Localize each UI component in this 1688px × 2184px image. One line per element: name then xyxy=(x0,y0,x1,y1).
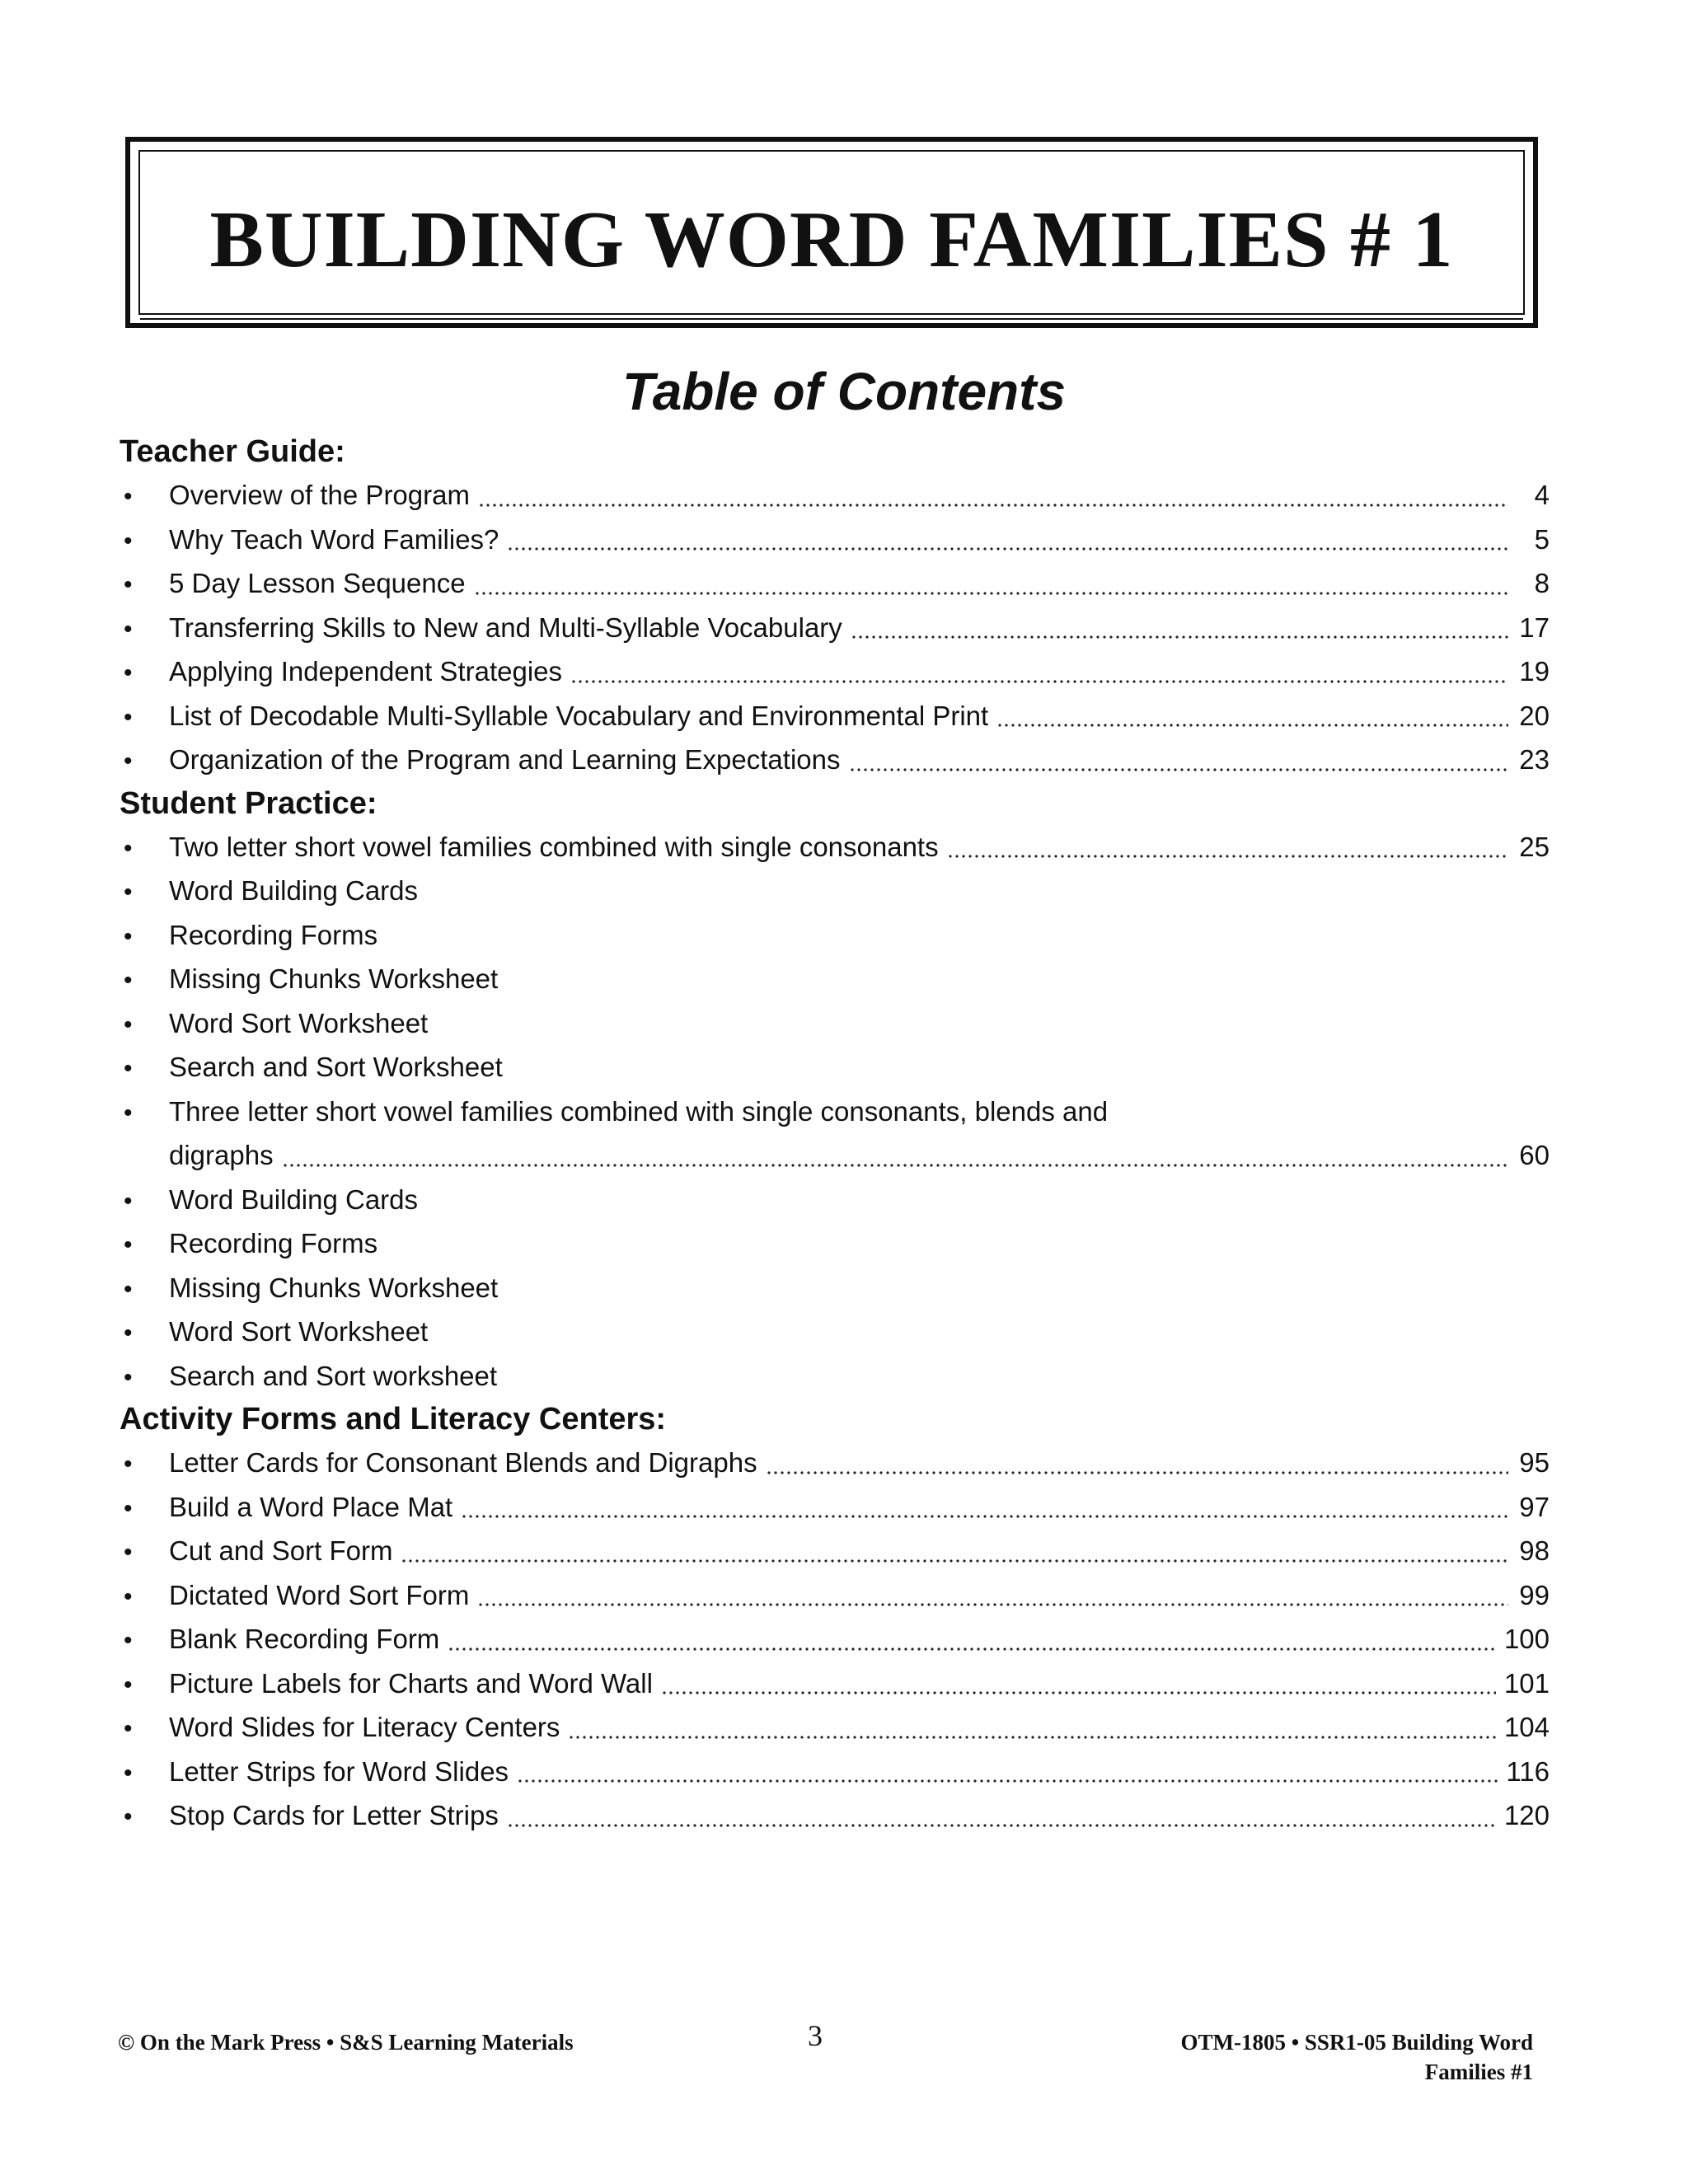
toc-entry-label: Blank Recording Form xyxy=(169,1624,440,1654)
dot-leader xyxy=(996,722,1508,729)
bullet-icon: • xyxy=(124,1627,133,1654)
toc-entry-page: 23 xyxy=(1519,744,1550,775)
toc-entry-page: 4 xyxy=(1534,480,1550,510)
bullet-icon: • xyxy=(124,659,133,687)
dot-leader xyxy=(517,1778,1498,1784)
toc-entry-label: Word Sort Worksheet xyxy=(169,1007,429,1038)
bullet-icon: • xyxy=(124,1363,133,1391)
toc-entry-page: 104 xyxy=(1503,1712,1550,1742)
toc-entry-label: List of Decodable Multi-Syllable Vocabulary and Environmental Print xyxy=(169,700,989,731)
toc-entry xyxy=(120,1045,1550,1090)
toc-entry-page: 60 xyxy=(1519,1140,1550,1170)
toc-entry xyxy=(120,738,1550,782)
dot-leader xyxy=(507,1822,1496,1829)
footer-page-number: 3 xyxy=(808,2019,823,2052)
toc-entry xyxy=(120,1617,1550,1661)
toc-entry-page: 99 xyxy=(1519,1579,1550,1610)
bullet-icon: • xyxy=(124,527,133,555)
footer-product-code xyxy=(1180,2027,1533,2087)
footer-copyright: © On the Mark Press • S&S Learning Materials xyxy=(118,2030,574,2055)
toc-entry-label: Missing Chunks Worksheet xyxy=(169,963,499,994)
dot-leader xyxy=(661,1690,1496,1696)
page-title: BUILDING WORD FAMILIES # 1 xyxy=(209,195,1454,284)
section-heading: Student Practice: xyxy=(120,785,377,821)
toc-entry xyxy=(120,561,1550,606)
toc-entry xyxy=(120,913,1550,958)
bullet-icon: • xyxy=(124,1803,133,1830)
toc-entry-label: 5 Day Lesson Sequence xyxy=(169,568,466,598)
dot-leader xyxy=(849,766,1509,773)
bullet-icon: • xyxy=(124,1715,133,1742)
toc-entry-page: 8 xyxy=(1534,568,1550,598)
toc-entry-label: Stop Cards for Letter Strips xyxy=(169,1800,499,1830)
toc-entry-label: Recording Forms xyxy=(169,919,378,950)
toc-entry xyxy=(120,694,1550,738)
bullet-icon: • xyxy=(124,703,133,731)
bullet-icon: • xyxy=(124,483,133,510)
toc-entry xyxy=(120,1001,1550,1046)
footer-product-line1: OTM-1805 • SSR1-05 Building Word xyxy=(1180,2030,1533,2055)
bullet-icon: • xyxy=(124,1451,133,1478)
bullet-icon: • xyxy=(124,1055,133,1082)
toc-entry-label: Search and Sort worksheet xyxy=(169,1360,498,1391)
toc-entry xyxy=(120,1354,1550,1399)
toc-entry-label: Why Teach Word Families? xyxy=(169,523,499,555)
toc-entry-label: Picture Labels for Charts and Word Wall xyxy=(169,1667,653,1699)
toc-entry xyxy=(120,1529,1550,1573)
toc-entry-page: 20 xyxy=(1519,700,1550,731)
toc-entry-page: 120 xyxy=(1503,1800,1550,1830)
toc-entry-label: Transferring Skills to New and Multi-Syllable Vocabulary xyxy=(169,612,842,643)
toc-entry-line xyxy=(120,1133,1550,1178)
toc-entry-label: Organization of the Program and Learning Expectations xyxy=(169,744,841,775)
toc-entry-label: Word Slides for Literacy Centers xyxy=(169,1712,560,1742)
bullet-icon: • xyxy=(124,571,133,598)
bullet-icon: • xyxy=(124,834,133,862)
toc-entry xyxy=(120,1178,1550,1222)
dot-leader xyxy=(568,1734,1496,1741)
dot-leader xyxy=(401,1558,1508,1564)
toc-entry xyxy=(120,1090,1550,1178)
bullet-icon: • xyxy=(124,1582,133,1610)
bullet-icon: • xyxy=(124,922,133,950)
toc-entry-label: Letter Cards for Consonant Blends and Digraphs xyxy=(169,1447,757,1478)
toc-entry xyxy=(120,518,1550,562)
dot-leader xyxy=(851,634,1508,640)
bullet-icon: • xyxy=(124,1099,133,1127)
toc-entry-page: 100 xyxy=(1503,1624,1550,1654)
toc-entry-label: Applying Independent Strategies xyxy=(169,656,563,687)
toc-entry-page: 25 xyxy=(1519,831,1550,862)
bullet-icon: • xyxy=(124,1494,133,1522)
toc-entry xyxy=(120,1221,1550,1266)
toc-entry-label: Word Building Cards xyxy=(169,875,419,906)
dot-leader xyxy=(461,1513,1508,1520)
bullet-icon: • xyxy=(124,1275,133,1303)
toc-entry xyxy=(120,1310,1550,1354)
toc-entry-label: Two letter short vowel families combined with single consonants xyxy=(169,831,939,862)
toc-entry-label: Search and Sort Worksheet xyxy=(169,1052,503,1082)
dot-leader xyxy=(947,853,1508,860)
toc-entry-label: Build a Word Place Mat xyxy=(169,1491,453,1522)
bullet-icon: • xyxy=(124,1539,133,1566)
toc-entry-line xyxy=(120,1090,1550,1134)
table-of-contents xyxy=(120,430,1550,1838)
bullet-icon: • xyxy=(124,1010,133,1038)
dot-leader xyxy=(448,1646,1496,1652)
bullet-icon: • xyxy=(124,1671,133,1699)
toc-entry-label-continued: digraphs xyxy=(169,1140,274,1170)
dot-leader xyxy=(507,546,1508,552)
toc-entry-page: 116 xyxy=(1506,1755,1550,1787)
bullet-icon: • xyxy=(124,879,133,906)
bullet-icon: • xyxy=(124,967,133,994)
toc-entry-label: Dictated Word Sort Form xyxy=(169,1579,470,1610)
toc-entry xyxy=(120,1266,1550,1310)
toc-entry-page: 5 xyxy=(1534,523,1550,555)
toc-entry-label: Three letter short vowel families combined with single consonants, blends and xyxy=(169,1095,1109,1127)
toc-entry-page: 98 xyxy=(1519,1535,1550,1566)
toc-entry-label: Missing Chunks Worksheet xyxy=(169,1272,499,1303)
toc-entry-label: Cut and Sort Form xyxy=(169,1535,393,1566)
toc-entry-page: 101 xyxy=(1503,1667,1550,1699)
toc-entry xyxy=(120,825,1550,869)
toc-title: Table of Contents xyxy=(621,362,1067,421)
toc-entry-label: Overview of the Program xyxy=(169,480,470,510)
dot-leader xyxy=(282,1162,1508,1169)
bullet-icon: • xyxy=(124,615,133,643)
toc-entry-label: Word Building Cards xyxy=(169,1183,419,1215)
toc-entry-page: 17 xyxy=(1519,612,1550,643)
toc-entry xyxy=(120,1441,1550,1485)
bullet-icon: • xyxy=(124,1231,133,1258)
toc-entry xyxy=(120,869,1550,913)
toc-entry xyxy=(120,957,1550,1001)
title-box xyxy=(125,137,1538,328)
section-heading: Teacher Guide: xyxy=(120,434,345,469)
toc-entry xyxy=(120,1705,1550,1750)
toc-entry xyxy=(120,1661,1550,1706)
dot-leader xyxy=(478,502,1508,509)
bullet-icon: • xyxy=(124,1319,133,1347)
toc-entry-label: Word Sort Worksheet xyxy=(169,1316,429,1347)
toc-entry xyxy=(120,1793,1550,1838)
toc-entry xyxy=(120,1485,1550,1530)
bullet-icon: • xyxy=(124,1187,133,1215)
toc-entry-page: 97 xyxy=(1519,1491,1550,1522)
bullet-icon: • xyxy=(124,748,133,775)
dot-leader xyxy=(766,1469,1508,1476)
toc-entry-page: 19 xyxy=(1519,656,1550,687)
dot-leader xyxy=(474,590,1508,597)
section-heading: Activity Forms and Literacy Centers: xyxy=(120,1402,667,1436)
dot-leader xyxy=(477,1601,1508,1608)
toc-entry-page: 95 xyxy=(1519,1447,1550,1478)
dot-leader xyxy=(570,678,1508,685)
toc-entry xyxy=(120,649,1550,694)
toc-entry xyxy=(120,1750,1550,1794)
toc-entry xyxy=(120,1573,1550,1618)
toc-entry xyxy=(120,606,1550,650)
footer-product-line2: Families #1 xyxy=(1424,2060,1533,2084)
toc-entry-label: Letter Strips for Word Slides xyxy=(169,1755,509,1787)
bullet-icon: • xyxy=(124,1759,133,1787)
toc-entry xyxy=(120,473,1550,518)
toc-entry-label: Recording Forms xyxy=(169,1228,378,1258)
